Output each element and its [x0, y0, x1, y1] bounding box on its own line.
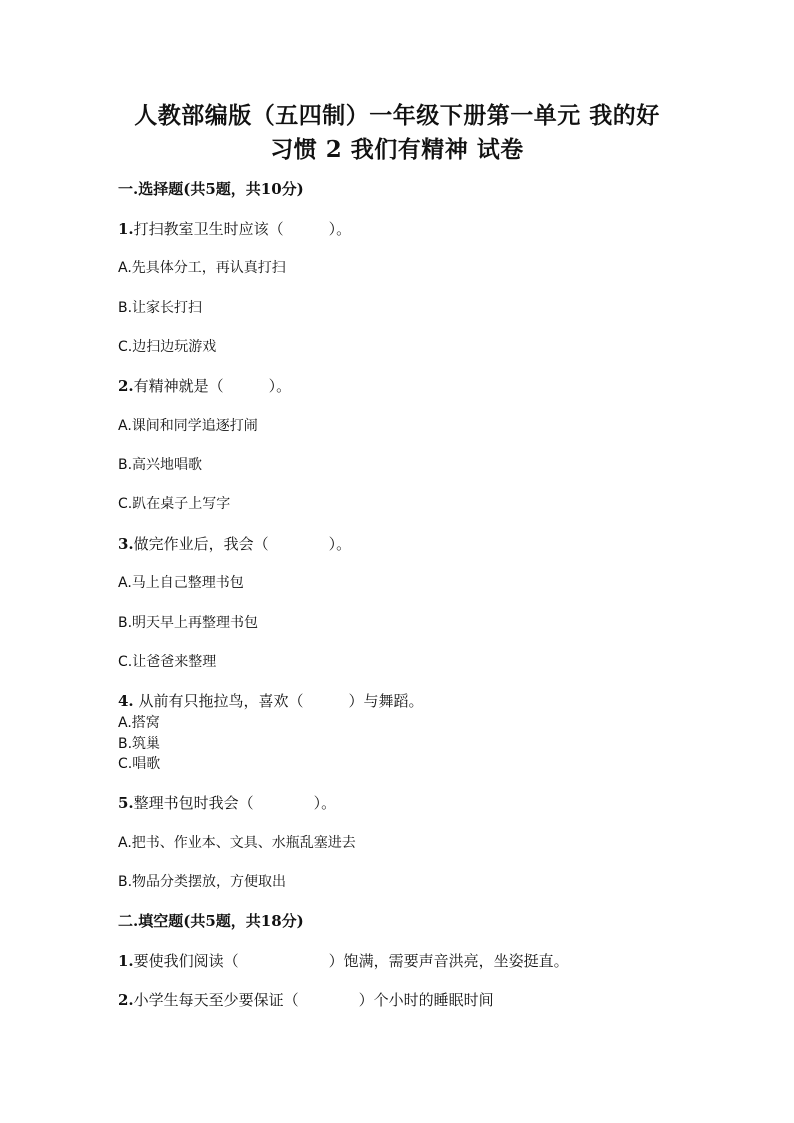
option-3b: B.明天早上再整理书包 — [118, 615, 259, 631]
question-4 — [118, 690, 423, 711]
option-1b: B.让家长打扫 — [118, 300, 203, 316]
question-number: 3. — [118, 535, 134, 553]
option-4a: A.搭窝 — [118, 715, 160, 731]
question-text: 有精神就是（ ）。 — [133, 377, 292, 395]
option-4c: C.唱歌 — [118, 756, 161, 772]
fill-question-2 — [118, 989, 494, 1010]
question-5 — [118, 792, 336, 813]
fill-question-1 — [118, 950, 569, 971]
option-2c: C.趴在桌子上写字 — [118, 496, 231, 512]
option-2b: B.高兴地唱歌 — [118, 457, 203, 473]
section1-heading: 一.选择题(共5题，共10分) — [118, 180, 304, 198]
question-text: 做完作业后，我会（ ）。 — [133, 535, 352, 553]
option-3a: A.马上自己整理书包 — [118, 575, 244, 591]
question-number: 2. — [118, 377, 134, 395]
question-2 — [118, 375, 291, 396]
option-5a: A.把书、作业本、文具、水瓶乱塞进去 — [118, 835, 356, 851]
question-text: 要使我们阅读（ ）饱满，需要声音洪亮，坐姿挺直。 — [133, 952, 569, 970]
question-text: 小学生每天至少要保证（ ）个小时的睡眠时间 — [133, 991, 494, 1009]
option-5b: B.物品分类摆放，方便取出 — [118, 874, 287, 890]
question-text: 打扫教室卫生时应该（ ）。 — [133, 220, 352, 238]
question-number: 1. — [118, 220, 134, 238]
page-title-line2: 习惯 2 我们有精神 试卷 — [270, 136, 524, 163]
option-1c: C.边扫边玩游戏 — [118, 339, 217, 355]
question-text: 从前有只拖拉鸟，喜欢（ ）与舞蹈。 — [133, 692, 424, 710]
option-2a: A.课间和同学追逐打闹 — [118, 418, 258, 434]
question-text: 整理书包时我会（ ）。 — [133, 794, 337, 812]
question-number: 4. — [118, 692, 134, 710]
question-3 — [118, 533, 351, 554]
question-1 — [118, 218, 351, 239]
question-number: 1. — [118, 952, 134, 970]
option-1a: A.先具体分工，再认真打扫 — [118, 260, 286, 276]
question-number: 2. — [118, 991, 134, 1009]
question-number: 5. — [118, 794, 134, 812]
page-title-line1: 人教部编版（五四制）一年级下册第一单元 我的好 — [134, 102, 660, 129]
option-3c: C.让爸爸来整理 — [118, 654, 217, 670]
option-4b: B.筑巢 — [118, 736, 161, 752]
section2-heading: 二.填空题(共5题，共18分) — [118, 912, 304, 930]
